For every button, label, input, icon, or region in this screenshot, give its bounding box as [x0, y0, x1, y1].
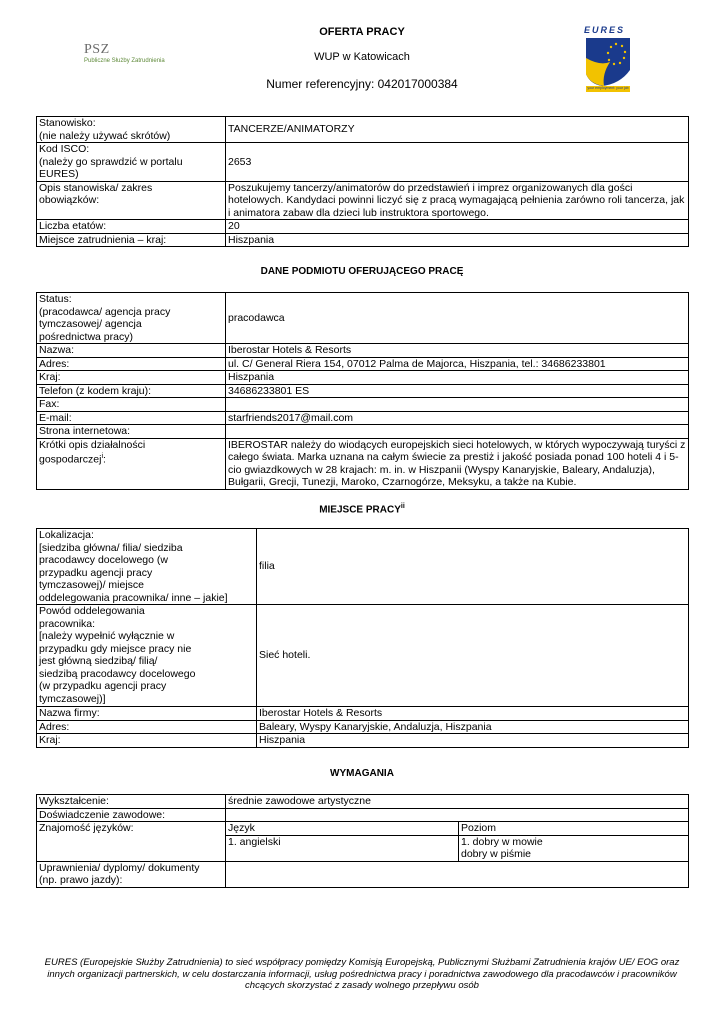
- table-row: [37, 605, 689, 707]
- svg-text:EURES: EURES: [584, 25, 626, 35]
- work-country-value: Hiszpania: [226, 233, 689, 247]
- reference-number: Numer referencyjny: 042017000384: [266, 77, 458, 91]
- employer-fax-value: [226, 398, 689, 412]
- employer-address-value: ul. C/ General Riera 154, 07012 Palma de Majorca, Hiszpania, tel.: 34686233801: [226, 357, 689, 371]
- employer-table: [36, 292, 689, 490]
- table-row: [37, 707, 689, 721]
- employer-country-value: Hiszpania: [226, 371, 689, 385]
- table-row: [37, 720, 689, 734]
- language-name: 1. angielski: [226, 835, 459, 861]
- experience-value: [226, 808, 689, 822]
- table-row: [37, 425, 689, 439]
- permissions-value: [226, 861, 689, 887]
- table-row: [37, 822, 689, 836]
- company-name-value: Iberostar Hotels & Resorts: [257, 707, 689, 721]
- eures-tagline: your employment: your job: [587, 86, 629, 90]
- job-position-value: TANCERZE/ANIMATORZY: [226, 117, 689, 143]
- employer-website-value: [226, 425, 689, 439]
- delegation-reason-value: Sieć hoteli.: [257, 605, 689, 707]
- employer-address-label: Adres:: [37, 357, 226, 371]
- table-row: [37, 734, 689, 748]
- requirements-table: [36, 794, 689, 888]
- education-label: Wykształcenie:: [37, 795, 226, 809]
- employer-website-label: Strona internetowa:: [37, 425, 226, 439]
- table-row: [37, 371, 689, 385]
- level-column-header: Poziom: [459, 822, 689, 836]
- positions-count-value: 20: [226, 220, 689, 234]
- experience-label: Doświadczenie zawodowe:: [37, 808, 226, 822]
- footnote-ii-mark[interactable]: ii: [400, 503, 405, 510]
- table-row: [37, 384, 689, 398]
- company-name-label: Nazwa firmy:: [37, 707, 257, 721]
- business-description-value: IBEROSTAR należy do wiodących europejskich sieci hotelowych, w których wypoczywają turyści z całego świata. Marka uznana na całym świecie za prestiż i jakość posiada ponad 100 hoteli 4 i 5-cio gwiazdkowych w 28 krajach: m. in. w Hiszpanii (Wyspy Kanaryjskie, Baleary, Andaluzja), Bułgarii, Grecji, Tunezji, Maroko, Czarnogórze, Meksyku, a także na Kubie.: [226, 438, 689, 489]
- isco-code-label: Kod ISCO: (należy go sprawdzić w portalu EURES): [37, 143, 226, 182]
- employer-heading: DANE PODMIOTU OFERUJĄCEGO PRACĘ: [260, 266, 464, 277]
- employer-status-label: Status: (pracodawca/ agencja pracy tymczasowej/ agencja pośrednictwa pracy): [37, 293, 226, 344]
- table-row: [37, 357, 689, 371]
- table-row: [37, 233, 689, 247]
- workplace-country-label: Kraj:: [37, 734, 257, 748]
- workplace-heading: [0, 503, 724, 515]
- employer-email-value[interactable]: starfriends2017@mail.com: [226, 411, 689, 425]
- table-row: [37, 117, 689, 143]
- workplace-country-value: Hiszpania: [257, 734, 689, 748]
- requirements-heading: WYMAGANIA: [330, 768, 394, 779]
- employer-name-label: Nazwa:: [37, 344, 226, 358]
- education-value: średnie zawodowe artystyczne: [226, 795, 689, 809]
- workplace-address-label: Adres:: [37, 720, 257, 734]
- psz-logo-name: PSZ: [84, 42, 110, 57]
- job-table: [36, 116, 689, 247]
- office-name: WUP w Katowicach: [314, 51, 410, 63]
- table-row: [37, 529, 689, 605]
- table-row: [37, 795, 689, 809]
- table-row: [37, 220, 689, 234]
- work-country-label: Miejsce zatrudnienia – kraj:: [37, 233, 226, 247]
- employer-phone-value: 34686233801 ES: [226, 384, 689, 398]
- business-description-label-colon: :: [103, 453, 106, 466]
- workplace-heading-text: MIEJSCE PRACY: [319, 504, 401, 516]
- table-row: [37, 861, 689, 887]
- language-level: 1. dobry w mowie dobry w piśmie: [459, 835, 689, 861]
- table-row: [37, 344, 689, 358]
- table-row: [37, 143, 689, 182]
- job-description-label: Opis stanowiska/ zakres obowiązków:: [37, 181, 226, 220]
- business-description-label: [37, 438, 226, 489]
- document-title: OFERTA PRACY: [319, 26, 405, 38]
- employer-name-value: Iberostar Hotels & Resorts: [226, 344, 689, 358]
- employer-country-label: Kraj:: [37, 371, 226, 385]
- positions-count-label: Liczba etatów:: [37, 220, 226, 234]
- employer-phone-label: Telefon (z kodem kraju):: [37, 384, 226, 398]
- language-column-header: Język: [226, 822, 459, 836]
- delegation-reason-label: Powód oddelegowania pracownika: [należy wypełnić wyłącznie w przypadku gdy miejsce pracy nie jest główną siedzibą/ filią/ siedzibą pracodawcy docelowego (w przypadku agencji pracy tymczasowej)]: [37, 605, 257, 707]
- workplace-table: [36, 528, 689, 748]
- footnote-i-mark[interactable]: i: [101, 453, 104, 460]
- table-row: [37, 398, 689, 412]
- workplace-address-value: Baleary, Wyspy Kanaryjskie, Andaluzja, Hiszpania: [257, 720, 689, 734]
- job-position-label: Stanowisko: (nie należy używać skrótów): [37, 117, 226, 143]
- employer-fax-label: Fax:: [37, 398, 226, 412]
- isco-code-value: 2653: [226, 143, 689, 182]
- table-row: [37, 293, 689, 344]
- location-value: filia: [257, 529, 689, 605]
- eures-footer-note: EURES (Europejskie Służby Zatrudnienia) to sieć współpracy pomiędzy Komisją Europejską, Publicznymi Służbami Zatrudnienia krajów UE/ EOG oraz innych organizacji partnerskich, w celu dostarczania informacji, usług pośrednictwa pracy i poradnictwa zawodowego dla pracodawców i pracowników chcących skorzystać z zasady wolnego przepływu osób: [44, 957, 680, 991]
- psz-logo-subtitle: Publiczne Służby Zatrudnienia: [84, 58, 165, 64]
- employer-email-label: E-mail:: [37, 411, 226, 425]
- table-row: [37, 808, 689, 822]
- business-description-label-text: Krótki opis działalności gospodarczej: [39, 438, 146, 466]
- table-row: [37, 438, 689, 489]
- employer-status-value: pracodawca: [226, 293, 689, 344]
- table-row: [37, 411, 689, 425]
- languages-label: Znajomość języków:: [37, 822, 226, 862]
- table-row: [37, 181, 689, 220]
- location-label: Lokalizacja: [siedziba główna/ filia/ siedziba pracodawcy docelowego (w przypadku agencji pracy tymczasowej)/ miejsce oddelegowania pracownika/ inne – jakie]: [37, 529, 257, 605]
- permissions-label: Uprawnienia/ dyplomy/ dokumenty (np. prawo jazdy):: [37, 861, 226, 887]
- job-description-value: Poszukujemy tancerzy/animatorów do przedstawień i imprez organizowanych dla gości hotelowych. Kandydaci powinni liczyć się z pracą wymagającą pełnienia zarówno roli tancerza, jak i animatora zabaw dla dzieci lub instruktora sportowego.: [226, 181, 689, 220]
